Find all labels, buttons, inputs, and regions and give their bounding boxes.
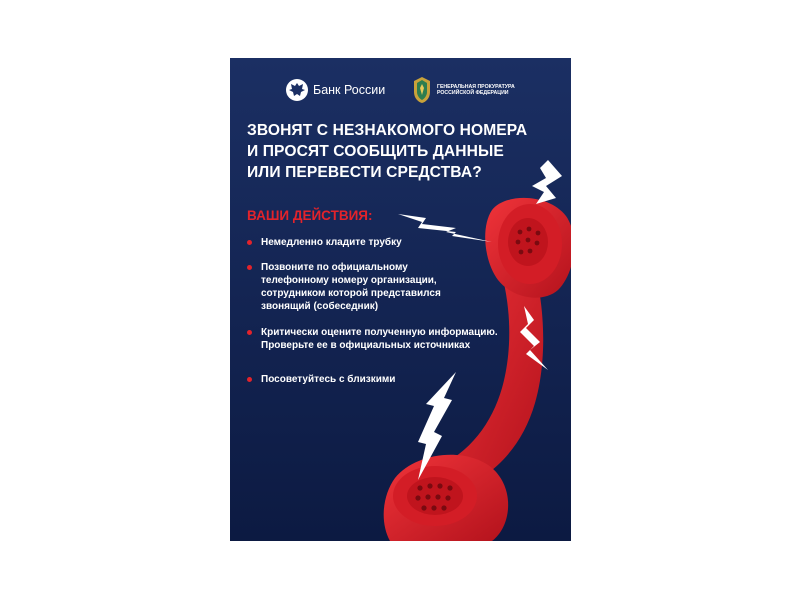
action-text: Позвоните по официальному телефонному номеру организации, сотрудником которой представился звонящий (собеседник) (261, 262, 441, 312)
bank-of-russia-logo (286, 76, 385, 104)
headline (247, 120, 557, 183)
double-headed-eagle-icon (286, 79, 308, 101)
actions-list (247, 236, 547, 386)
warning-poster (230, 58, 571, 541)
bullet-dot-icon (247, 330, 252, 335)
list-item (247, 326, 547, 352)
list-item (247, 261, 547, 313)
actions-title: ВАШИ ДЕЙСТВИЯ: (247, 208, 373, 223)
prosecutor-emblem-icon (412, 76, 432, 104)
headline-line-2: И ПРОСЯТ СООБЩИТЬ ДАННЫЕ (247, 143, 504, 160)
bullet-dot-icon (247, 265, 252, 270)
headline-line-1: ЗВОНЯТ С НЕЗНАКОМОГО НОМЕРА (247, 122, 528, 139)
logos-bar (230, 76, 571, 106)
headline-line-3: ИЛИ ПЕРЕВЕСТИ СРЕДСТВА? (247, 164, 482, 181)
prosecutor-name: ГЕНЕРАЛЬНАЯ ПРОКУРАТУРА РОССИЙСКОЙ ФЕДЕРАЦИИ (437, 83, 515, 96)
list-item (247, 373, 547, 386)
action-text: Немедленно кладите трубку (261, 237, 402, 248)
bullet-dot-icon (247, 377, 252, 382)
list-item (247, 236, 547, 249)
bank-name: Банк России (313, 83, 386, 97)
action-text: Посоветуйтесь с близкими (261, 374, 396, 385)
bullet-dot-icon (247, 240, 252, 245)
prosecutor-office-logo (412, 74, 547, 106)
action-text: Критически оцените полученную информацию. Проверьте ее в официальных источниках (261, 327, 498, 351)
